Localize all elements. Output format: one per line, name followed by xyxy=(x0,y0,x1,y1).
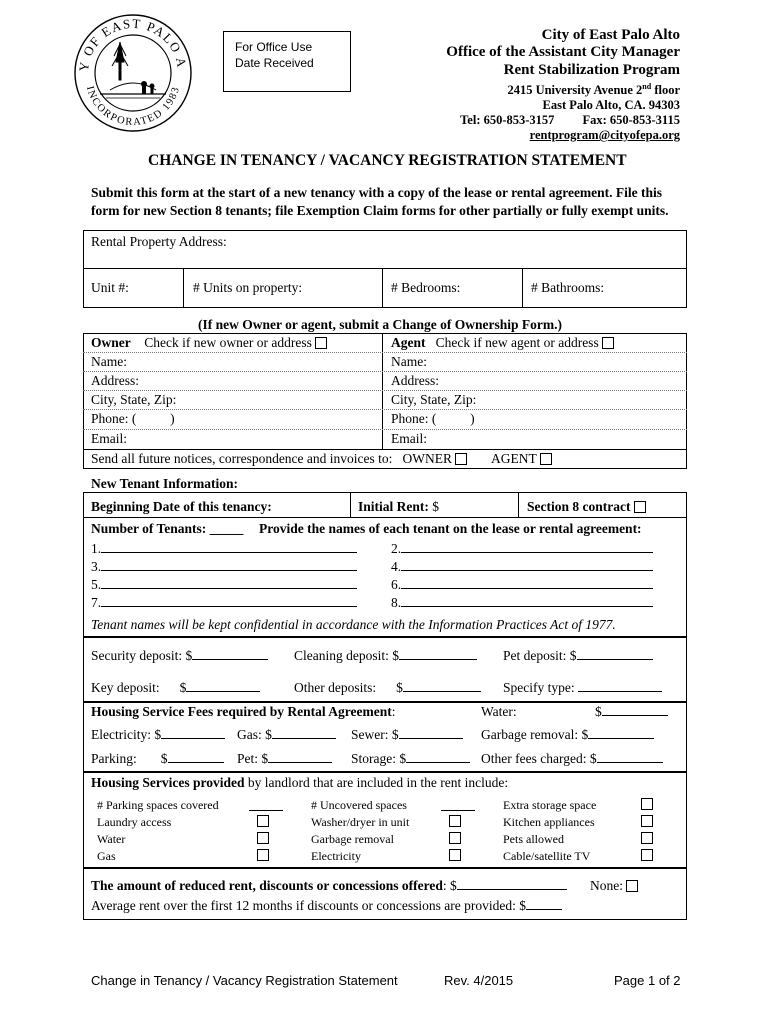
bedrooms-field[interactable]: # Bedrooms: xyxy=(391,280,461,295)
service-pets-allowed: Pets allowed xyxy=(503,832,564,846)
office-use-label: For Office Use xyxy=(235,40,313,54)
specify-type-field[interactable]: Specify type: xyxy=(503,680,662,696)
bathrooms-field[interactable]: # Bathrooms: xyxy=(531,280,605,295)
agency-header xyxy=(446,27,680,143)
instructions-line1: Submit this form at the start of a new tenancy with a copy of the lease or rental agreement. File this xyxy=(91,185,663,200)
tenant-name-5[interactable]: 5. xyxy=(91,577,357,593)
service-gas: Gas xyxy=(97,849,116,863)
pet-deposit-field[interactable]: Pet deposit: $ xyxy=(503,648,653,664)
service-garbage: Garbage removal xyxy=(311,832,394,846)
agent-city-field[interactable]: City, State, Zip: xyxy=(391,392,477,407)
header-office: Office of the Assistant City Manager xyxy=(446,44,680,60)
services-heading: Housing Services provided by landlord that are included in the rent include: xyxy=(91,775,509,790)
unit-number-field[interactable]: Unit #: xyxy=(91,280,129,295)
other-deposits-field[interactable]: Other deposits: $ xyxy=(294,680,481,696)
sewer-fee-field[interactable]: Sewer: $ xyxy=(351,727,463,743)
tenant-name-4[interactable]: 4. xyxy=(391,559,653,575)
fees-heading: Housing Service Fees required by Rental Agreement: xyxy=(91,704,396,719)
service-electricity: Electricity xyxy=(311,849,361,863)
kitchen-appliances-checkbox[interactable] xyxy=(641,815,653,827)
footer-page-number: Page 1 of 2 xyxy=(614,973,681,988)
service-laundry: Laundry access xyxy=(97,815,172,829)
agent-address-field[interactable]: Address: xyxy=(391,373,439,388)
initial-rent-field[interactable]: Initial Rent: $ xyxy=(358,499,439,514)
garbage-fee-field[interactable]: Garbage removal: $ xyxy=(481,727,654,743)
electricity-fee-field[interactable]: Electricity: $ xyxy=(91,727,225,743)
owner-city-field[interactable]: City, State, Zip: xyxy=(91,392,177,407)
owner-email-field[interactable]: Email: xyxy=(91,431,127,446)
svg-text:INCORPORATED 1983 xyxy=(84,85,182,128)
seal-top-text: Y OF EAST PALO A xyxy=(75,15,190,73)
reduced-rent-field[interactable]: The amount of reduced rent, discounts or concessions offered: $ xyxy=(91,878,567,894)
water-fee-label: Water: xyxy=(481,704,517,719)
rental-address-field[interactable]: Rental Property Address: xyxy=(91,234,227,249)
header-email-link[interactable]: rentprogram@cityofepa.org xyxy=(529,128,680,143)
section8-row: Section 8 contract xyxy=(527,499,646,515)
agent-heading: Agent Check if new agent or address xyxy=(391,335,614,351)
parking-covered-input[interactable] xyxy=(249,810,283,811)
tenant-name-3[interactable]: 3. xyxy=(91,559,357,575)
other-fees-field[interactable]: Other fees charged: $ xyxy=(481,751,663,767)
num-tenants-field[interactable]: Number of Tenants: _____ xyxy=(91,521,244,536)
new-agent-checkbox[interactable] xyxy=(602,337,614,349)
agent-name-field[interactable]: Name: xyxy=(391,354,427,369)
svg-text:CITY OF EAST PALO ALTO xyxy=(72,12,190,72)
key-deposit-field[interactable]: Key deposit: $ xyxy=(91,680,260,696)
beginning-date-field[interactable]: Beginning Date of this tenancy: xyxy=(91,499,272,514)
washer-dryer-checkbox[interactable] xyxy=(449,815,461,827)
owner-phone-field[interactable]: Phone: ( ) xyxy=(91,411,175,426)
city-seal-logo xyxy=(72,12,194,134)
cleaning-deposit-field[interactable]: Cleaning deposit: $ xyxy=(294,648,477,664)
service-parking-covered: # Parking spaces covered xyxy=(97,798,219,812)
footer-form-name: Change in Tenancy / Vacancy Registration Statement xyxy=(91,973,398,988)
pet-fee-field[interactable]: Pet: $ xyxy=(237,751,332,767)
header-address: 2415 University Avenue 2nd floor xyxy=(507,82,680,98)
notices-agent-checkbox[interactable] xyxy=(540,453,552,465)
owner-address-field[interactable]: Address: xyxy=(91,373,139,388)
garbage-checkbox[interactable] xyxy=(449,832,461,844)
service-washer-dryer: Washer/dryer in unit xyxy=(311,815,410,829)
agent-email-field[interactable]: Email: xyxy=(391,431,427,446)
form-title: CHANGE IN TENANCY / VACANCY REGISTRATION STATEMENT xyxy=(148,152,627,169)
new-owner-checkbox[interactable] xyxy=(315,337,327,349)
none-row: None: xyxy=(590,878,638,894)
owner-heading: Owner Check if new owner or address xyxy=(91,335,327,351)
header-phone-fax: Tel: 650-853-3157 Fax: 650-853-3115 xyxy=(460,113,680,128)
ownership-note: (If new Owner or agent, submit a Change of Ownership Form.) xyxy=(198,317,562,332)
footer-revision: Rev. 4/2015 xyxy=(444,973,514,988)
tenant-name-8[interactable]: 8. xyxy=(391,595,653,611)
notices-row: Send all future notices, correspondence and invoices to: OWNER AGENT xyxy=(91,451,552,467)
service-uncovered-spaces: # Uncovered spaces xyxy=(311,798,407,812)
tenant-name-6[interactable]: 6. xyxy=(391,577,653,593)
parking-fee-field[interactable]: Parking: $ xyxy=(91,751,224,767)
notices-owner-checkbox[interactable] xyxy=(455,453,467,465)
units-on-property-field[interactable]: # Units on property: xyxy=(193,280,303,295)
tenant-name-7[interactable]: 7. xyxy=(91,595,357,611)
gas-checkbox[interactable] xyxy=(257,849,269,861)
agent-phone-field[interactable]: Phone: ( ) xyxy=(391,411,475,426)
average-rent-field[interactable]: Average rent over the first 12 months if discounts or concessions are provided: $ xyxy=(91,898,562,914)
service-water: Water xyxy=(97,832,126,846)
date-received-label: Date Received xyxy=(235,56,314,70)
tenant-name-2[interactable]: 2. xyxy=(391,541,653,557)
confidentiality-note: Tenant names will be kept confidential in accordance with the Information Practices Act of 1977. xyxy=(91,617,616,632)
uncovered-spaces-input[interactable] xyxy=(441,810,475,811)
gas-fee-field[interactable]: Gas: $ xyxy=(237,727,336,743)
instructions-line2: form for new Section 8 tenants; file Exemption Claim forms for other partially or fully exempt units. xyxy=(91,203,669,218)
water-fee-field[interactable]: $ xyxy=(595,704,668,720)
water-checkbox[interactable] xyxy=(257,832,269,844)
section8-checkbox[interactable] xyxy=(634,501,646,513)
none-checkbox[interactable] xyxy=(626,880,638,892)
security-deposit-field[interactable]: Security deposit: $ xyxy=(91,648,268,664)
extra-storage-checkbox[interactable] xyxy=(641,798,653,810)
header-city-zip: East Palo Alto, CA. 94303 xyxy=(542,98,680,113)
provide-names-label: Provide the names of each tenant on the lease or rental agreement: xyxy=(259,521,642,536)
laundry-checkbox[interactable] xyxy=(257,815,269,827)
cable-tv-checkbox[interactable] xyxy=(641,849,653,861)
seal-bottom-text: INCORPORATED 1983 xyxy=(83,84,183,129)
office-use-box xyxy=(223,31,351,92)
storage-fee-field[interactable]: Storage: $ xyxy=(351,751,470,767)
header-city: City of East Palo Alto xyxy=(541,27,680,43)
new-tenant-heading: New Tenant Information: xyxy=(91,476,239,491)
electricity-checkbox[interactable] xyxy=(449,849,461,861)
header-program: Rent Stabilization Program xyxy=(503,62,680,78)
pets-allowed-checkbox[interactable] xyxy=(641,832,653,844)
service-extra-storage: Extra storage space xyxy=(503,798,597,812)
tenant-name-1[interactable]: 1. xyxy=(91,541,357,557)
service-kitchen-appliances: Kitchen appliances xyxy=(503,815,595,829)
service-cable-tv: Cable/satellite TV xyxy=(503,849,591,863)
owner-name-field[interactable]: Name: xyxy=(91,354,127,369)
